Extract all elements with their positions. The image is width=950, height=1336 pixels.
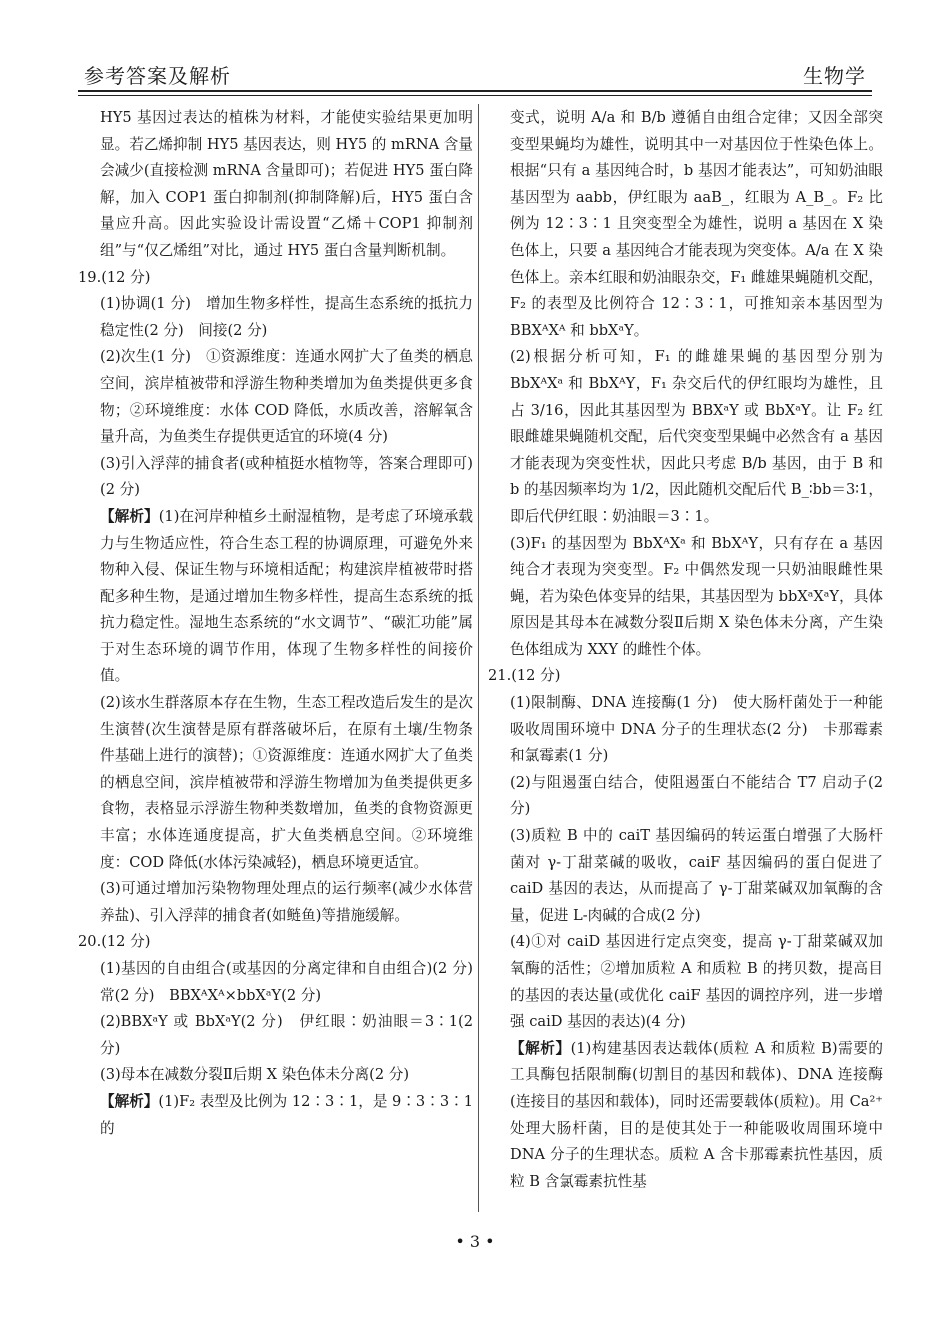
answer-item: (1)限制酶、DNA 连接酶(1 分) 使大肠杆菌处于一种能吸收周围环境中 DNA 分子的生理状态(2 分) 卡那霉素和氯霉素(1 分) (510, 694, 883, 765)
header-rule-thin (78, 95, 872, 96)
header-rule-thick (78, 90, 872, 92)
paragraph: HY5 基因过表达的植株为材料，才能使实验结果更加明显。若乙烯抑制 HY5 基因表达，则 HY5 的 mRNA 含量会减少(直接检测 mRNA 含量即可)；若促进 HY5 蛋白降解，加入 COP1 蛋白抑制剂(抑制降解)后，HY5 蛋白含量应升高。因此实验设计需设置“乙烯＋COP1 抑制剂组”与“仅乙烯组”对比，通过 HY5 蛋白含量判断机制。 (100, 109, 473, 259)
paragraph: 变式，说明 A/a 和 B/b 遵循自由组合定律；又因全部突变型果蝇均为雄性，说明其中一对基因位于性染色体上。根据“只有 a 基因纯合时，b 基因才能表达”，可知奶油眼基因型为 aabb，伊红眼为 aaB_，红眼为 A_B_。F₂ 比例为 12∶3∶1 且突变型全为雄性，说明 a 基因在 X 染色体上，只要 a 基因纯合才能表现为突变体。A/a 在 X 染色体上。亲本红眼和奶油眼杂交，F₁ 雌雄果蝇随机交配，F₂ 的表型及比例符合 12∶3∶1，可推知亲本基因型为 BBXᴬXᴬ 和 bbXᵃY。 (510, 109, 883, 339)
analysis-tag: 【解析】 (100, 507, 159, 525)
analysis-text: (1)构建基因表达载体(质粒 A 和质粒 B)需要的工具酶包括限制酶(切割目的基因和载体)、DNA 连接酶(连接目的基因和载体)，同时还需要载体(质粒)。用 Ca²⁺ 处理大肠杆菌，目的是使其处于一种能吸收周围环境中 DNA 分子的生理状态。质粒 A 含卡那霉素抗性基因，质粒 B 含氯霉素抗性基 (510, 1039, 883, 1190)
header-subject: 生物学 (803, 64, 866, 88)
question-number: 19.(12 分) (78, 268, 151, 286)
analysis-text: (1)F₂ 表型及比例为 12∶3∶1，是 9∶3∶3∶1 的 (100, 1092, 473, 1137)
analysis-paragraph: (3)可通过增加污染物物理处理点的运行频率(减少水体营养盐)、引入浮萍的捕食者(如鲢鱼)等措施缓解。 (100, 880, 473, 924)
header-title: 参考答案及解析 (84, 64, 231, 88)
page-number: • 3 • (455, 1232, 495, 1251)
answer-item: (3)质粒 B 中的 caiT 基因编码的转运蛋白增强了大肠杆菌对 γ-丁甜菜碱的吸收，caiF 基因编码的蛋白促进了 caiD 基因的表达，从而提高了 γ-丁甜菜碱双加氧酶的含量，促进 L-肉碱的合成(2 分) (510, 827, 883, 924)
analysis-paragraph (78, 504, 473, 690)
answer-item: (2)次生(1 分) ①资源维度：连通水网扩大了鱼类的栖息空间，滨岸植被带和浮游生物种类增加为鱼类提供更多食物；②环境维度：水体 COD 降低，水质改善，溶解氧含量升高，为鱼类生存提供更适宜的环境(4 分) (100, 348, 473, 446)
answer-item: (3)母本在减数分裂Ⅱ后期 X 染色体未分离(2 分) (100, 1066, 410, 1084)
question-number: 21.(12 分) (488, 667, 561, 685)
right-column (488, 105, 883, 1195)
answer-item: (4)①对 caiD 基因进行定点突变，提高 γ-丁甜菜碱双加氧酶的活性；②增加质粒 A 和质粒 B 的拷贝数，提高目的基因的表达量(或优化 caiF 基因的调控序列，进一步增强 caiD 基因的表达)(4 分) (510, 933, 883, 1031)
analysis-text: (1)在河岸种植乡土耐湿植物，是考虑了环境承载力与生物适应性，符合生态工程的协调原理，可避免外来物种入侵、保证生物与环境相适配；构建滨岸植被带时搭配多种生物，是通过增加生物多样性，提高生态系统的抵抗力稳定性。湿地生态系统的“水文调节”、“碳汇功能”属于对生态环境的调节作用，体现了生物多样性的间接价值。 (100, 507, 473, 685)
answer-item: (3)引入浮萍的捕食者(或种植挺水植物等，答案合理即可)(2 分) (100, 454, 473, 499)
column-divider (478, 104, 479, 1212)
analysis-paragraph: (2)根据分析可知，F₁ 的雌雄果蝇的基因型分别为 BbXᴬXᵃ 和 BbXᴬY，F₁ 杂交后代的伊红眼均为雄性，且占 3/16，因此其基因型为 BBXᵃY 或 BbXᵃY。让 F₂ 红眼雌雄果蝇随机交配，后代突变型果蝇中必然含有 a 基因才能表现为突变性状，因此只考虑 B/b 基因，由于 B 和 b 的基因频率均为 1/2，因此随机交配后代 B_∶bb＝3∶1，即后代伊红眼∶奶油眼＝3∶1。 (510, 348, 883, 525)
left-column (78, 105, 488, 1142)
answer-item: (2)与阻遏蛋白结合，使阻遏蛋白不能结合 T7 启动子(2 分) (510, 773, 883, 818)
answer-item: (1)基因的自由组合(或基因的分离定律和自由组合)(2 分) 常(2 分) BBXᴬXᴬ×bbXᵃY(2 分) (100, 960, 488, 1004)
page-header (78, 50, 872, 94)
analysis-paragraph (78, 1089, 473, 1142)
analysis-paragraph: (2)该水生群落原本存在生物，生态工程改造后发生的是次生演替(次生演替是原有群落破坏后，在原有土壤/生物条件基础上进行的演替)；①资源维度：连通水网扩大了鱼类的栖息空间，滨岸植被带和浮游生物增加为鱼类提供更多食物，表格显示浮游生物种类数增加，鱼类的食物资源更丰富；水体连通度提高，扩大鱼类栖息空间。②环境维度：COD 降低(水体污染减轻)，栖息环境更适宜。 (100, 694, 473, 871)
analysis-paragraph (488, 1036, 883, 1196)
analysis-tag: 【解析】 (510, 1039, 571, 1057)
question-number: 20.(12 分) (78, 933, 151, 951)
analysis-paragraph: (3)F₁ 的基因型为 BbXᴬXᵃ 和 BbXᴬY，只有存在 a 基因纯合才表现为突变型。F₂ 中偶然发现一只奶油眼雌性果蝇，若为染色体变异的结果，其基因型为 bbXᵃXᵃY，具体原因是其母本在减数分裂Ⅱ后期 X 染色体未分离，产生染色体组成为 XXY 的雌性个体。 (510, 534, 883, 658)
analysis-tag: 【解析】 (100, 1092, 159, 1110)
answer-item: (2)BBXᵃY 或 BbXᵃY(2 分) 伊红眼∶奶油眼＝3∶1(2 分) (100, 1013, 473, 1057)
answer-item: (1)协调(1 分) 增加生物多样性，提高生态系统的抵抗力稳定性(2 分) 间接(2 分) (100, 295, 473, 339)
